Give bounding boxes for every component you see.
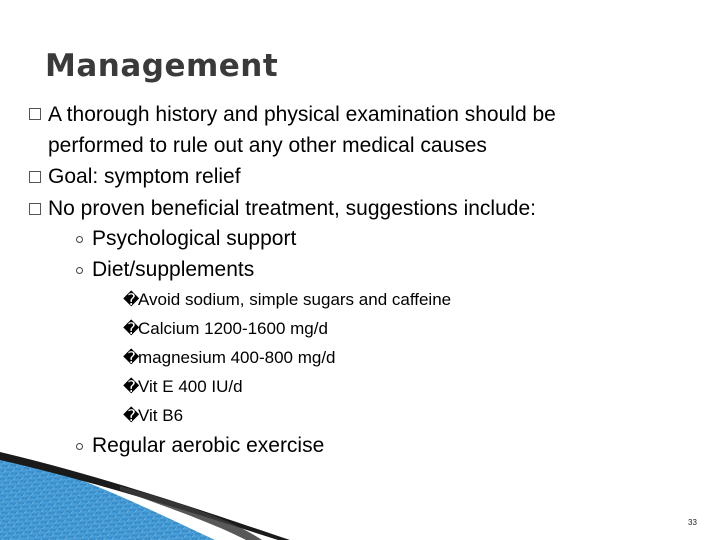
sub-bullet-item: Psychological support	[92, 227, 297, 250]
bullet-item: Goal: symptom relief	[48, 165, 241, 188]
sub-sub-bullet-text: Avoid sodium, simple sugars and caffeine	[138, 290, 452, 309]
bullet-item: A thorough history and physical examination should be	[48, 103, 556, 126]
missing-glyph-icon: �	[123, 290, 140, 309]
slide-title: Management	[45, 48, 279, 84]
missing-glyph-icon: �	[123, 319, 140, 338]
sub-sub-bullet-text: Vit B6	[138, 406, 184, 425]
sub-bullet-item: Regular aerobic exercise	[92, 434, 325, 457]
sub-sub-bullet-text: magnesium 400-800 mg/d	[138, 348, 336, 367]
page-number: 33	[688, 518, 697, 527]
missing-glyph-icon: �	[123, 406, 140, 425]
bullet-item: No proven beneficial treatment, suggestions include:	[48, 197, 536, 220]
sub-sub-bullet-text: Calcium 1200-1600 mg/d	[138, 319, 328, 338]
blue-swoosh-shape	[0, 455, 215, 540]
missing-glyph-icon: �	[123, 377, 140, 396]
sub-sub-bullet-text: Vit E 400 IU/d	[138, 377, 243, 396]
sub-bullet-item: Diet/supplements	[92, 258, 255, 281]
bullet-item-continued: performed to rule out any other medical causes	[48, 134, 487, 157]
missing-glyph-icon: �	[123, 348, 140, 367]
